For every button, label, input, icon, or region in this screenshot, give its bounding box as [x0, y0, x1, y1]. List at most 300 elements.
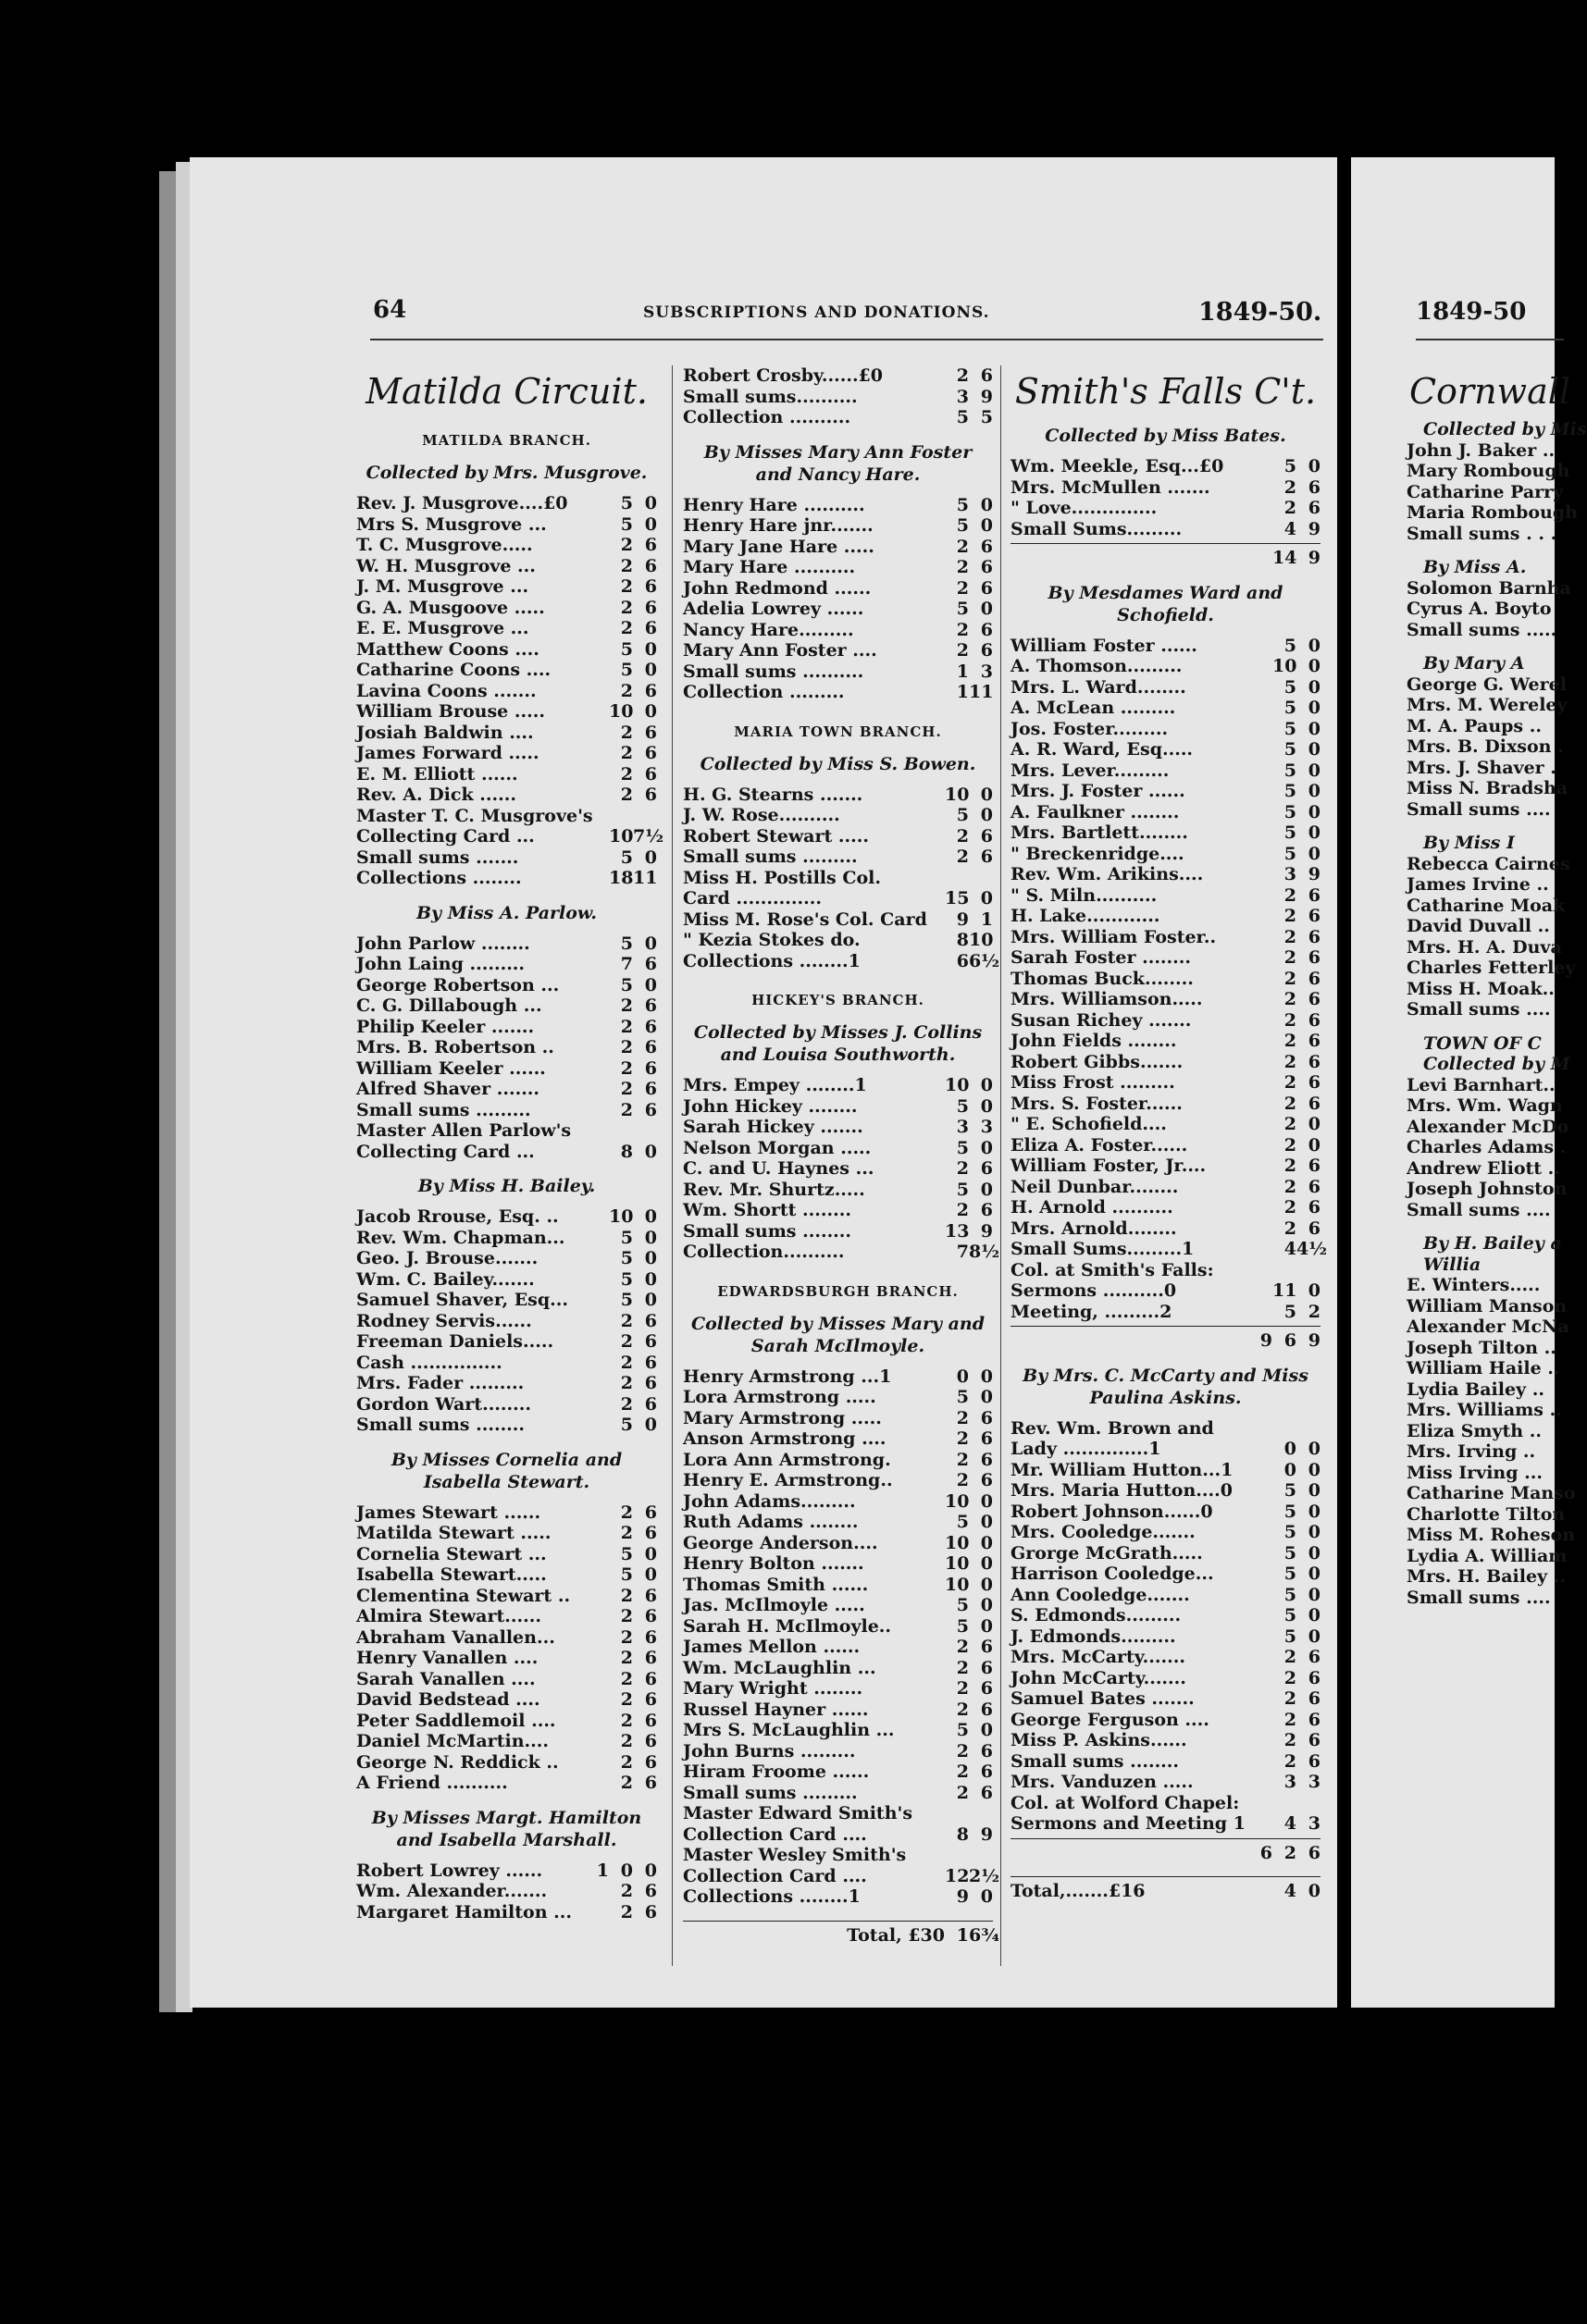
- entry-row: [683, 1637, 993, 1658]
- entry-row: [683, 1886, 993, 1908]
- branch-heading: MATILDA BRANCH.: [422, 432, 591, 449]
- entry-shillings: 10: [609, 826, 634, 847]
- entry-row: [683, 620, 993, 641]
- entry-shillings: 2: [1283, 1114, 1296, 1134]
- entry-name: G. A. Musgoove .....: [356, 597, 545, 618]
- entry-name: Jos. Foster.........: [1010, 718, 1169, 739]
- entry-pence: 7½: [633, 826, 664, 847]
- entry-row: [1407, 1317, 1573, 1338]
- entry-name: Mary Armstrong .....: [683, 1407, 882, 1428]
- entry-pence: 6: [1308, 1750, 1320, 1772]
- entry-row: [683, 578, 993, 600]
- entry-shillings: 2: [620, 1710, 633, 1731]
- entry-row: [683, 557, 993, 578]
- entry-shillings: 2: [620, 1731, 633, 1751]
- entry-row: [1407, 1095, 1573, 1117]
- entry-pence: 0: [1308, 456, 1320, 476]
- entry-pence: 6: [1308, 1051, 1320, 1072]
- entry-pence: 6: [980, 1449, 993, 1470]
- entry-row: [683, 1075, 993, 1096]
- entry-row: [356, 826, 664, 847]
- entry-pence: 6: [980, 1699, 993, 1720]
- entry-row: [1407, 916, 1573, 937]
- entry-shillings: 5: [956, 515, 969, 536]
- entry-name: Small sums .....: [1407, 619, 1557, 640]
- entry-pence: 6: [644, 1057, 657, 1079]
- entry-pence: 6: [1308, 1093, 1320, 1114]
- entry-row: [683, 387, 993, 408]
- entry-name: Robert Johnson......0: [1010, 1501, 1213, 1522]
- entry-name: Mrs. Vanduzen .....: [1010, 1772, 1194, 1792]
- entry-name: Mrs. B. Dixson .: [1407, 736, 1564, 757]
- entry-pence: 0: [644, 1290, 657, 1310]
- entry-name: Small sums ....: [1407, 1587, 1551, 1608]
- entry-name: Robert Crosby......£0: [683, 365, 884, 386]
- entry-row: [683, 950, 1000, 972]
- entry-shillings: 2: [1283, 1134, 1296, 1156]
- entry-shillings: 2: [956, 847, 969, 867]
- entry-row: [1010, 1585, 1320, 1606]
- entry-pence: 6: [1308, 1688, 1320, 1709]
- entry-row: [683, 1658, 993, 1679]
- entry-pence: 0: [980, 1490, 993, 1512]
- subtotal-shillings: 6: [1283, 1330, 1296, 1351]
- entry-shillings: 9: [956, 909, 969, 930]
- entry-name: Wm. Meekle, Esq...£0: [1010, 456, 1224, 476]
- entry-pence: 0: [980, 1179, 993, 1200]
- collector-heading: By Mesdames Ward and Schofield.: [1048, 582, 1283, 625]
- entry-shillings: 2: [956, 536, 969, 557]
- entry-name: Mrs. J. Foster ......: [1010, 781, 1185, 801]
- entry-pence: 0: [1308, 739, 1320, 760]
- entry-shillings: 2: [1283, 476, 1296, 498]
- entry-row: [356, 1290, 657, 1311]
- entry-row: [356, 785, 657, 806]
- entry-name: Henry Bolton .......: [683, 1553, 864, 1574]
- entry-name: George Anderson....: [683, 1532, 878, 1553]
- entry-name: Rev. Mr. Shurtz.....: [683, 1179, 865, 1200]
- entry-row: [1407, 937, 1573, 958]
- entry-row: [1010, 477, 1320, 499]
- entry-name: Charles Fetterley: [1407, 958, 1576, 978]
- entry-shillings: 5: [620, 974, 633, 995]
- entry-name: Rev. Wm. Arikins....: [1010, 864, 1204, 884]
- entry-pence: 6: [1308, 1072, 1320, 1093]
- entry-row: [356, 723, 657, 744]
- entry-shillings: 5: [956, 805, 969, 825]
- entry-pence: [969, 1803, 993, 1824]
- total-shillings: 4: [1283, 1881, 1296, 1901]
- entry-name: Peter Saddlemoil ....: [356, 1710, 556, 1731]
- entry-row: [1010, 1135, 1320, 1156]
- entry-shillings: 2: [956, 1470, 969, 1490]
- entry-shillings: [1272, 1418, 1296, 1440]
- entry-pence: 6: [1308, 947, 1320, 968]
- entry-name: Sermons ..........0: [1010, 1280, 1177, 1301]
- entry-row: [1407, 736, 1573, 758]
- spacer: [683, 1908, 993, 1917]
- entry-name: Wm. Alexander.......: [356, 1881, 548, 1901]
- entry-shillings: 2: [1283, 1093, 1296, 1114]
- entry-row: [1010, 989, 1320, 1010]
- entry-shillings: 5: [1283, 718, 1296, 739]
- entry-shillings: 0: [1283, 1459, 1296, 1480]
- entry-name: Nelson Morgan .....: [683, 1137, 872, 1158]
- entry-shillings: 5: [620, 1564, 633, 1585]
- entry-row: [356, 1627, 657, 1649]
- entry-row: [356, 1544, 657, 1565]
- entry-row: [356, 1881, 657, 1902]
- entry-shillings: 2: [620, 743, 633, 763]
- entry-name: Thomas Buck........: [1010, 968, 1194, 989]
- entry-name: Rev. J. Musgrove....£0: [356, 493, 568, 513]
- entry-pence: 0: [980, 1512, 993, 1532]
- entry-shillings: 5: [1283, 843, 1296, 864]
- entry-name: Rev. Wm. Chapman...: [356, 1227, 565, 1248]
- entry-pence: 0: [1308, 656, 1320, 676]
- entry-row: [1010, 1218, 1320, 1240]
- entry-pence: 0: [644, 513, 657, 535]
- collector-heading: Collected by Mrs. Musgrove.: [366, 463, 648, 483]
- entry-shillings: 2: [956, 365, 969, 386]
- entry-shillings: 2: [1283, 1051, 1296, 1072]
- entry-name: Mrs. Bartlett........: [1010, 822, 1188, 843]
- entry-shillings: 2: [1283, 884, 1296, 906]
- entry-shillings: 5: [1283, 1542, 1296, 1564]
- entry-name: Thomas Smith ......: [683, 1574, 869, 1595]
- entry-pence: [1296, 1418, 1320, 1440]
- entry-name: Small sums ..........: [683, 661, 864, 682]
- entry-shillings: 2: [956, 1407, 969, 1428]
- entry-name: Mrs. William Foster..: [1010, 926, 1217, 947]
- entry-pence: 9: [980, 386, 993, 407]
- entry-pence: 0: [1308, 698, 1320, 718]
- entry-name: Small sums .........: [683, 847, 858, 867]
- entry-row: [356, 1331, 657, 1353]
- entry-shillings: 5: [620, 513, 633, 535]
- entry-shillings: 5: [1283, 676, 1296, 698]
- entry-row: [1010, 1031, 1320, 1052]
- entry-pence: 6: [1308, 476, 1320, 498]
- entry-row: [356, 639, 657, 661]
- entry-name: Mrs. Fader .........: [356, 1373, 525, 1393]
- collector-heading: By Miss A. Parlow.: [416, 902, 597, 923]
- entry-pence: 0: [644, 638, 657, 660]
- entry-name: Mrs. L. Ward........: [1010, 676, 1186, 698]
- entry-pence: 0: [980, 599, 993, 619]
- entry-pence: 6: [980, 1428, 993, 1449]
- entry-name: Sarah Hickey .......: [683, 1117, 863, 1137]
- entry-shillings: 2: [1283, 1688, 1296, 1709]
- entry-row: [683, 407, 993, 428]
- entry-name: George G. Werel: [1407, 674, 1567, 695]
- entry-shillings: 2: [1283, 906, 1296, 926]
- entry-pence: 6: [980, 1782, 993, 1803]
- entry-name: Mary Wright ........: [683, 1678, 863, 1699]
- entry-pounds: [581, 1902, 609, 1923]
- entry-shillings: 5: [1283, 801, 1296, 822]
- entry-row: [356, 1711, 657, 1732]
- entry-pence: 6: [644, 1585, 657, 1606]
- entry-shillings: [609, 1120, 633, 1142]
- entry-pence: 1: [980, 909, 993, 930]
- entry-pence: 6: [644, 618, 657, 638]
- entry-shillings: 2: [620, 535, 633, 555]
- subtotal-pounds: 6: [1259, 1842, 1272, 1863]
- entry-row: [683, 1491, 993, 1513]
- entry-name: Joseph Tilton ..: [1407, 1337, 1556, 1358]
- entry-pence: 6½: [969, 950, 1000, 971]
- total-pence: 6¾: [969, 1924, 1000, 1946]
- entry-row: [683, 1575, 993, 1596]
- subtotal-shillings: 14: [1272, 548, 1297, 568]
- entry-pence: 0: [1308, 1501, 1320, 1522]
- entry-shillings: 2: [620, 1606, 633, 1626]
- entry-shillings: 5: [1283, 698, 1296, 718]
- entry-row: [1010, 1010, 1320, 1032]
- entry-shillings: 18: [609, 868, 634, 888]
- spacer: [1407, 1020, 1573, 1033]
- entry-pence: 0: [644, 1248, 657, 1268]
- entry-name: Josiah Baldwin ....: [356, 722, 534, 743]
- entry-name: Collections ........1: [683, 1886, 861, 1907]
- entry-shillings: 0: [1283, 1439, 1296, 1459]
- entry-name: Maria Rombough: [1407, 502, 1578, 523]
- entry-shillings: 10: [945, 784, 970, 805]
- entry-name: Collections ........1: [683, 950, 861, 971]
- entry-pence: 6: [1308, 1031, 1320, 1051]
- entry-pence: 6: [980, 536, 993, 557]
- entry-row: [683, 1533, 993, 1554]
- entry-pence: 6: [980, 1740, 993, 1762]
- entry-shillings: 2: [620, 1393, 633, 1415]
- entry-name: William Haile ..: [1407, 1358, 1560, 1378]
- entry-shillings: 2: [956, 1740, 969, 1762]
- entry-row: [1407, 1463, 1573, 1484]
- entry-row: [1407, 419, 1587, 440]
- entry-shillings: 2: [956, 619, 969, 640]
- entry-pence: 6: [980, 1158, 993, 1179]
- entry-name: Collection .........: [683, 682, 845, 702]
- collector-heading: Collected by Misses Mary and Sarah McIlmoyle.: [690, 1313, 986, 1356]
- entry-row: [683, 1180, 993, 1201]
- entry-pence: 0: [1308, 676, 1320, 698]
- entry-name: Miss H. Postills Col.: [683, 867, 881, 888]
- entry-pence: 6: [644, 535, 657, 555]
- entry-pence: 6: [644, 680, 657, 701]
- entry-pence: 6: [644, 1310, 657, 1331]
- entry-row: [1010, 1460, 1320, 1481]
- entry-name: Philip Keeler .......: [356, 1016, 535, 1037]
- entry-shillings: 6: [956, 950, 969, 971]
- entry-name: Wm. Shortt ........: [683, 1200, 851, 1220]
- entry-row: [1407, 833, 1573, 854]
- entry-row: [356, 1353, 657, 1374]
- entry-name: Mrs. Williamson.....: [1010, 989, 1203, 1009]
- entry-row: [1407, 440, 1573, 462]
- entry-row: [1407, 999, 1573, 1020]
- entry-name: A. Faulkner ........: [1010, 801, 1180, 822]
- entry-shillings: 2: [620, 1352, 633, 1373]
- entry-name: Lydia Bailey ..: [1407, 1378, 1544, 1400]
- entry-row: [683, 1553, 993, 1575]
- entry-row: [1010, 1564, 1320, 1585]
- entry-row: [356, 535, 657, 556]
- entry-pence: 0: [1308, 1280, 1320, 1301]
- entry-pence: 0: [644, 847, 657, 868]
- entry-row: [356, 1311, 657, 1332]
- entry-shillings: 10: [945, 1075, 970, 1095]
- entry-name: Wm. C. Bailey.......: [356, 1268, 535, 1290]
- entry-row: [1407, 1054, 1573, 1075]
- entry-row: [683, 1741, 993, 1762]
- entry-shillings: 5: [956, 1720, 969, 1740]
- entry-name: Freeman Daniels.....: [356, 1331, 554, 1352]
- entry-shillings: 2: [956, 1657, 969, 1678]
- entry-name: Small sums ....: [1407, 999, 1551, 1020]
- entry-name: Lady ..............1: [1010, 1439, 1161, 1459]
- entry-name: James Irvine ..: [1407, 874, 1549, 895]
- entry-row: [1010, 1197, 1320, 1218]
- entry-name: Cyrus A. Boyto: [1407, 599, 1552, 619]
- entry-shillings: 10: [1272, 656, 1297, 676]
- entry-name: Almira Stewart......: [356, 1606, 541, 1626]
- entry-name: Levi Barnhart..: [1407, 1074, 1556, 1095]
- entry-name: James Stewart ......: [356, 1502, 541, 1523]
- entry-shillings: 5: [1283, 1626, 1296, 1647]
- entry-pence: 0: [644, 1141, 657, 1162]
- entry-row: [683, 888, 993, 909]
- entry-name: David Bedstead ....: [356, 1689, 540, 1710]
- entry-row: [1407, 653, 1573, 674]
- entry-pounds: 1: [596, 1860, 609, 1881]
- entry-shillings: 5: [956, 407, 969, 427]
- entry-pence: 6: [980, 577, 993, 599]
- entry-row: [683, 909, 993, 931]
- entry-name: Mrs. J. Shaver .: [1407, 757, 1556, 778]
- entry-pence: 6: [1308, 1197, 1320, 1218]
- entry-pence: 9: [980, 1220, 993, 1242]
- entry-name: John Fields ........: [1010, 1031, 1177, 1051]
- entry-name: H. Arnold ..........: [1010, 1197, 1173, 1218]
- entry-row: [1407, 1441, 1573, 1463]
- entry-name: Mrs. Wm. Wagn: [1407, 1095, 1563, 1116]
- entry-row: [1010, 1072, 1320, 1094]
- entry-row: [356, 806, 657, 827]
- entry-shillings: 2: [956, 825, 969, 847]
- entry-name: Alexander McNa: [1407, 1317, 1569, 1337]
- spacer: [1010, 1863, 1320, 1873]
- entry-pence: 0: [980, 515, 993, 536]
- entry-row: [1010, 1605, 1320, 1626]
- entry-name: Lavina Coons .......: [356, 680, 537, 701]
- entry-pence: 0: [1308, 1584, 1320, 1605]
- total-row: [683, 1921, 1000, 1947]
- entry-shillings: [945, 1845, 969, 1866]
- entry-name: Matilda Stewart .....: [356, 1523, 552, 1543]
- entry-row: [1010, 781, 1320, 802]
- entry-row: [683, 1470, 993, 1491]
- entry-row: [683, 1200, 993, 1221]
- entry-row: [356, 618, 657, 639]
- entry-pence: 6: [644, 743, 657, 763]
- entry-row: [1010, 1114, 1320, 1135]
- entry-shillings: 8: [956, 930, 969, 950]
- entry-name: Charlotte Tilton: [1407, 1503, 1566, 1525]
- entry-shillings: 5: [620, 660, 633, 680]
- entry-row: [356, 995, 657, 1017]
- entry-pence: 3: [980, 1117, 993, 1137]
- entry-name: M. A. Paups ..: [1407, 715, 1542, 736]
- entry-name: Henry Hare ..........: [683, 494, 865, 515]
- entry-name: John Hickey ........: [683, 1095, 858, 1117]
- entry-pence: 6: [1308, 1647, 1320, 1667]
- entry-name: " Kezia Stokes do.: [683, 930, 861, 950]
- entry-row: [1407, 1296, 1573, 1317]
- entry-name: Mrs. McMullen .......: [1010, 476, 1210, 498]
- entry-name: H. Lake............: [1010, 906, 1160, 926]
- entry-row: [1010, 885, 1320, 907]
- entry-row: [1407, 1358, 1573, 1379]
- entry-shillings: 2: [956, 577, 969, 599]
- entry-shillings: [1272, 1793, 1296, 1814]
- entry-name: Robert Gibbs.......: [1010, 1051, 1184, 1072]
- entry-row: [356, 1373, 657, 1394]
- entry-pence: 3: [1308, 1772, 1320, 1792]
- entry-row: [1010, 1772, 1320, 1793]
- entry-pence: 0: [980, 1532, 993, 1553]
- entry-shillings: 10: [609, 1206, 634, 1227]
- entry-shillings: 10: [945, 1553, 970, 1574]
- entry-name: Andrew Eliott ..: [1407, 1157, 1560, 1179]
- entry-pence: 6: [1308, 1218, 1320, 1239]
- entry-row: [683, 930, 993, 951]
- entry-pence: 0: [644, 493, 657, 513]
- entry-name: Susan Richey .......: [1010, 1009, 1192, 1031]
- entry-pence: 6: [1308, 1709, 1320, 1730]
- collector-heading: Collected by Miss Bates.: [1045, 426, 1286, 446]
- entry-pence: 0: [1308, 1542, 1320, 1564]
- entry-name: A. R. Ward, Esq.....: [1010, 739, 1194, 760]
- entry-shillings: 2: [956, 640, 969, 661]
- entry-shillings: 12: [945, 1865, 970, 1886]
- entry-shillings: 1: [956, 661, 969, 682]
- entry-row: [356, 493, 657, 514]
- entry-pence: 6: [1308, 1156, 1320, 1176]
- entry-pence: 0: [644, 1415, 657, 1435]
- entry-pence: 0: [980, 1366, 993, 1387]
- collector-heading: By Mrs. C. McCarty and Miss Paulina Askins.: [1023, 1365, 1308, 1408]
- collector-heading: By Misses Mary Ann Foster and Nancy Hare.: [703, 441, 973, 485]
- entry-row: [1407, 799, 1573, 821]
- entry-row: [1407, 1588, 1573, 1609]
- entry-name: Mr. William Hutton...1: [1010, 1459, 1234, 1480]
- entry-row: [1010, 1260, 1320, 1281]
- entry-name: Rev. A. Dick ......: [356, 785, 516, 805]
- entry-name: Small sums . . .: [1407, 523, 1557, 544]
- entry-pence: 6: [644, 1037, 657, 1057]
- entry-row: [683, 1845, 993, 1866]
- entry-name: Eliza Smyth ..: [1407, 1420, 1542, 1441]
- entry-name: Catharine Manso: [1407, 1483, 1576, 1503]
- entry-row: [1010, 656, 1320, 677]
- entry-pence: 0: [1308, 1134, 1320, 1156]
- entry-name: Willia: [1423, 1254, 1482, 1275]
- entry-name: Joseph Johnston: [1407, 1179, 1568, 1199]
- entry-shillings: 5: [1283, 739, 1296, 760]
- subtotal-pounds: 9: [1259, 1330, 1272, 1351]
- entry-name: E. Winters.....: [1407, 1275, 1541, 1295]
